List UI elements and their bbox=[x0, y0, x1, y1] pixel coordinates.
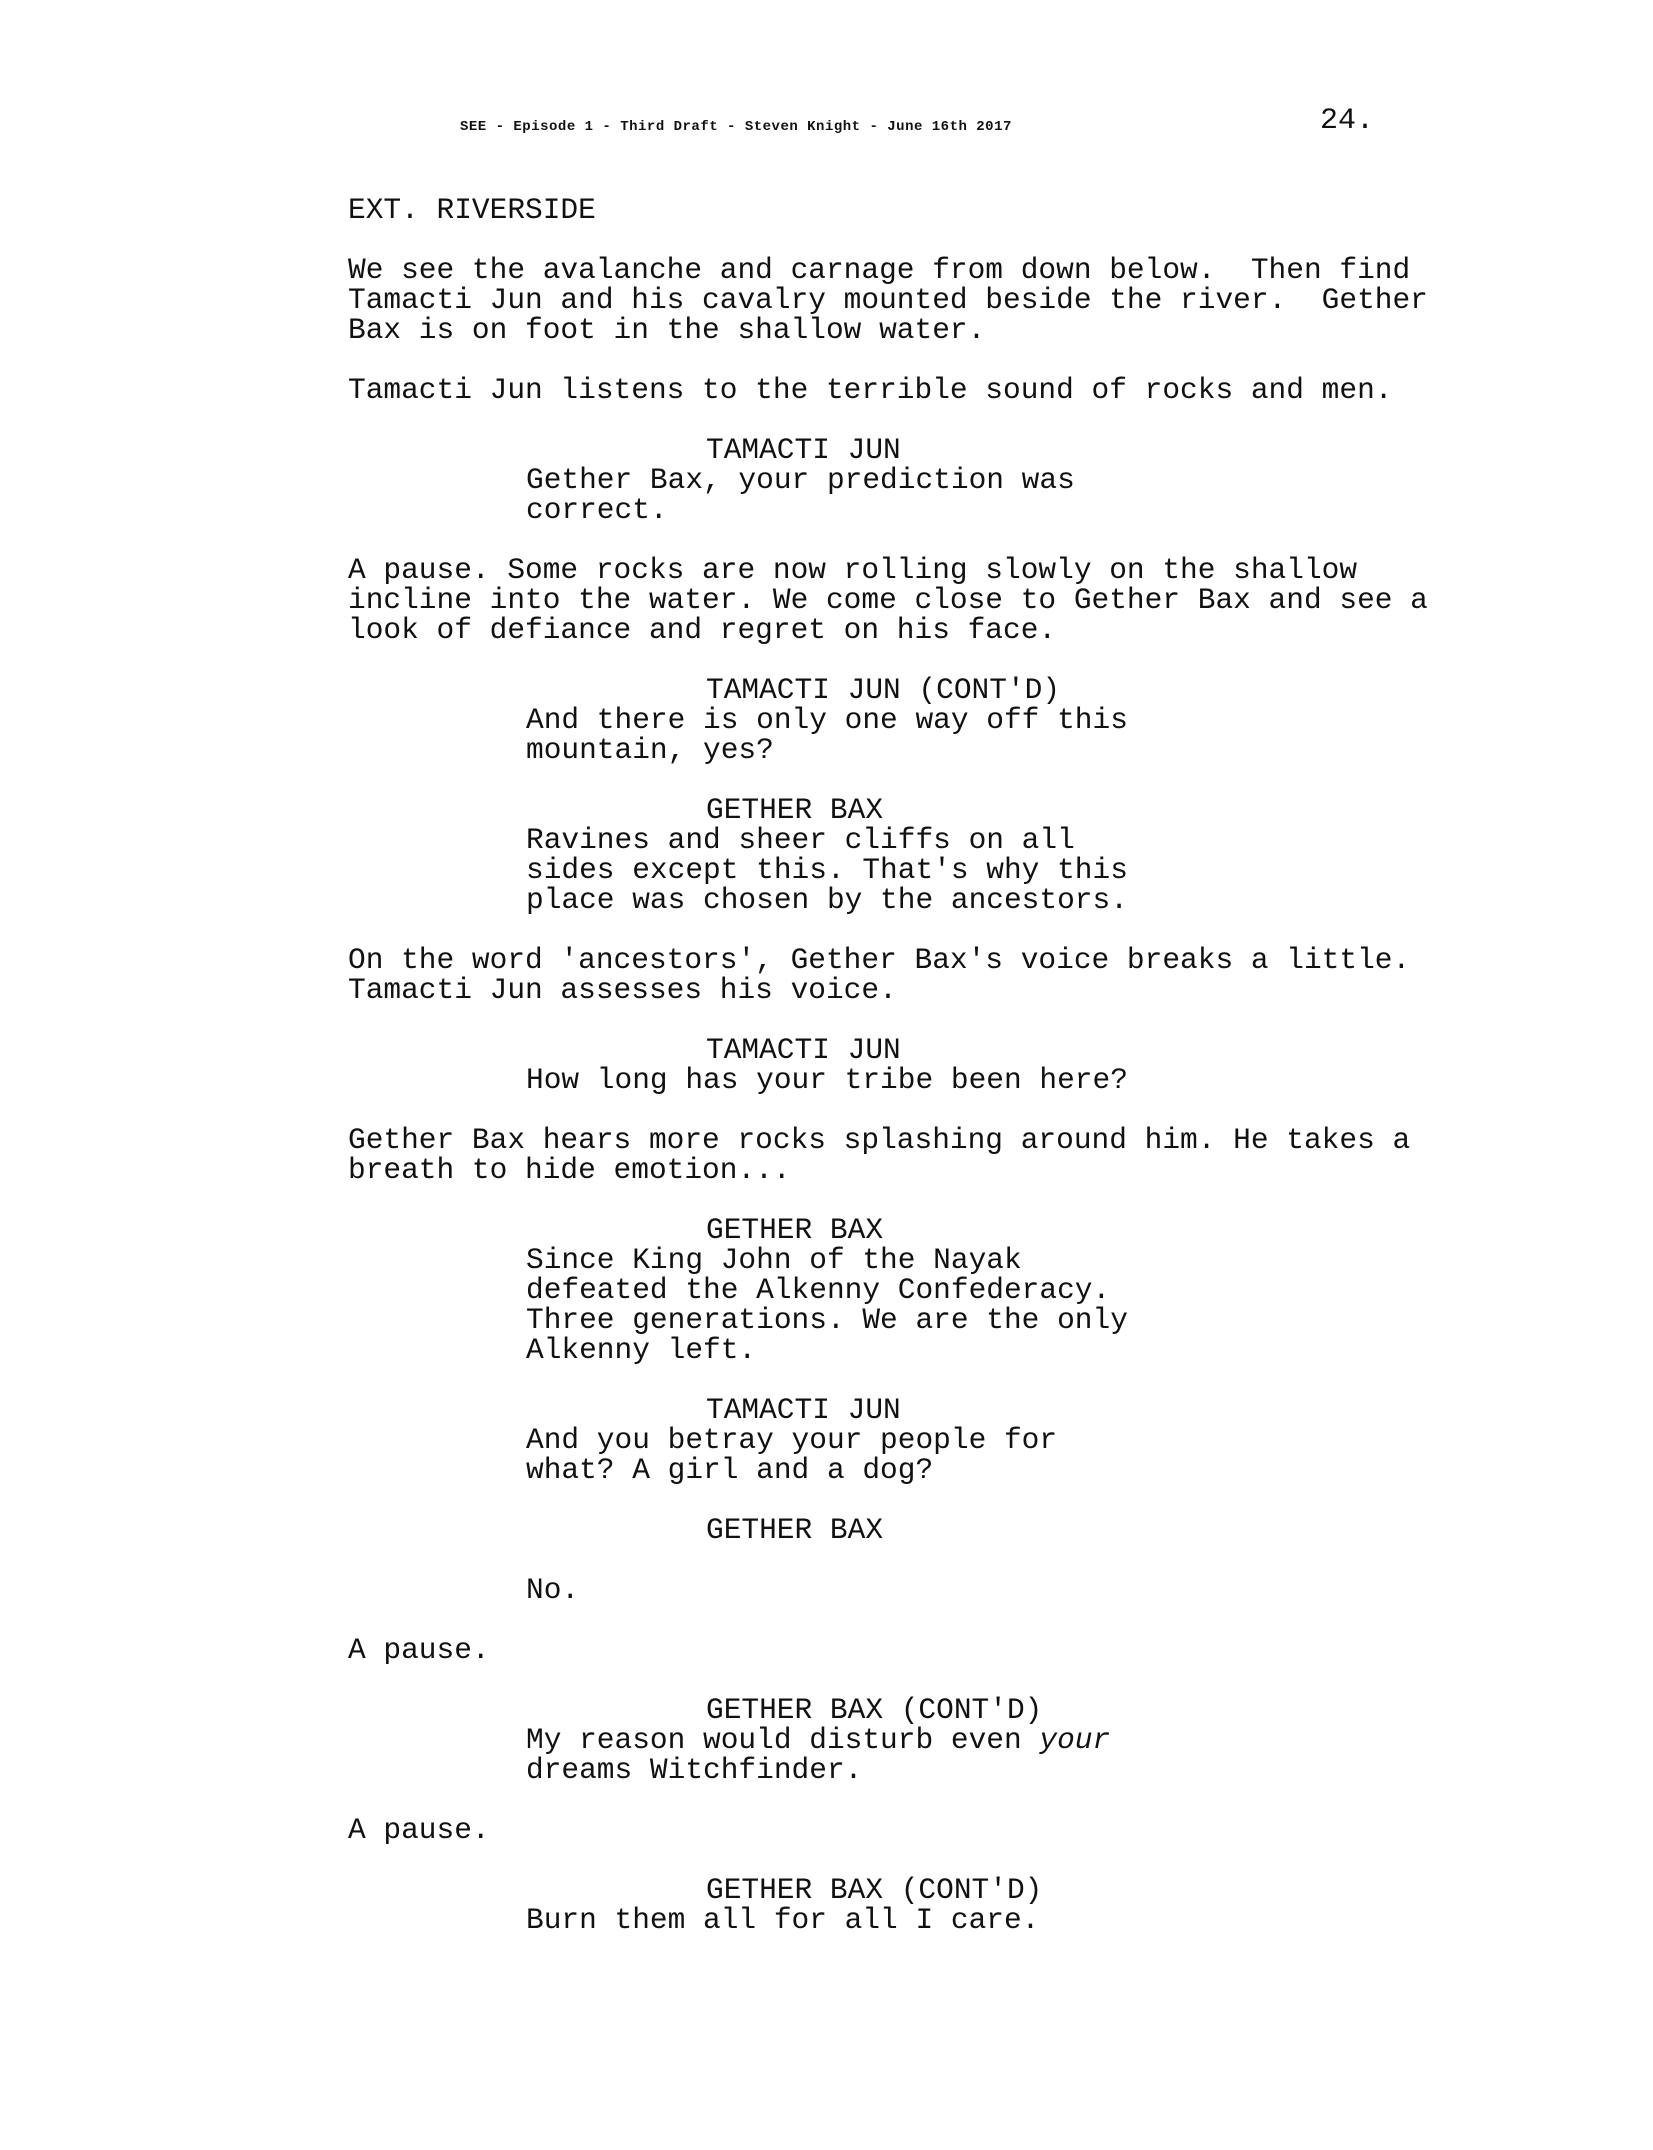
action-line: We see the avalanche and carnage from down below. Then find Tamacti Jun and his cavalry mounted beside the river. Gether Bax is on foot in the shallow water. bbox=[348, 253, 1428, 347]
character-cue: GETHER BAX bbox=[706, 1513, 884, 1547]
character-cue: GETHER BAX bbox=[706, 793, 884, 827]
dialogue: No. bbox=[526, 1573, 580, 1607]
dialogue: Since King John of the Nayak defeated the Alkenny Confederacy. Three generations. We are the only Alkenny left. bbox=[526, 1243, 1128, 1367]
character-cue: GETHER BAX (CONT'D) bbox=[706, 1873, 1043, 1907]
page-header: SEE - Episode 1 - Third Draft - Steven Knight - June 16th 2017 bbox=[460, 119, 1012, 135]
character-cue: GETHER BAX bbox=[706, 1213, 884, 1247]
action-line: On the word 'ancestors', Gether Bax's voice breaks a little. Tamacti Jun assesses his voice. bbox=[348, 943, 1411, 1007]
action-line: A pause. Some rocks are now rolling slowly on the shallow incline into the water. We come close to Gether Bax and see a look of defiance and regret on his face. bbox=[348, 553, 1428, 647]
action-line: A pause. bbox=[348, 1813, 490, 1847]
dialogue: Ravines and sheer cliffs on all sides except this. That's why this place was chosen by the ancestors. bbox=[526, 823, 1128, 917]
character-cue: GETHER BAX (CONT'D) bbox=[706, 1693, 1043, 1727]
action-line: Tamacti Jun listens to the terrible sound of rocks and men. bbox=[348, 373, 1393, 407]
page-number: 24. bbox=[1320, 104, 1375, 138]
dialogue: Burn them all for all I care. bbox=[526, 1903, 1040, 1937]
action-line: A pause. bbox=[348, 1633, 490, 1667]
dialogue bbox=[526, 1725, 1226, 1785]
dialogue: And there is only one way off this mountain, yes? bbox=[526, 703, 1128, 767]
dialogue-text: dreams Witchfinder. bbox=[526, 1753, 863, 1787]
dialogue-emphasis: your bbox=[1039, 1723, 1111, 1757]
character-cue: TAMACTI JUN bbox=[706, 433, 901, 467]
dialogue: Gether Bax, your prediction was correct. bbox=[526, 463, 1075, 527]
dialogue: And you betray your people for what? A girl and a dog? bbox=[526, 1423, 1058, 1487]
screenplay-body bbox=[0, 195, 1653, 1965]
scene-heading: EXT. RIVERSIDE bbox=[348, 193, 596, 227]
character-cue: TAMACTI JUN bbox=[706, 1033, 901, 1067]
action-line: Gether Bax hears more rocks splashing around him. He takes a breath to hide emotion... bbox=[348, 1123, 1411, 1187]
character-cue: TAMACTI JUN bbox=[706, 1393, 901, 1427]
dialogue-text: My reason would disturb even bbox=[526, 1723, 1040, 1757]
dialogue: How long has your tribe been here? bbox=[526, 1063, 1128, 1097]
character-cue: TAMACTI JUN (CONT'D) bbox=[706, 673, 1061, 707]
